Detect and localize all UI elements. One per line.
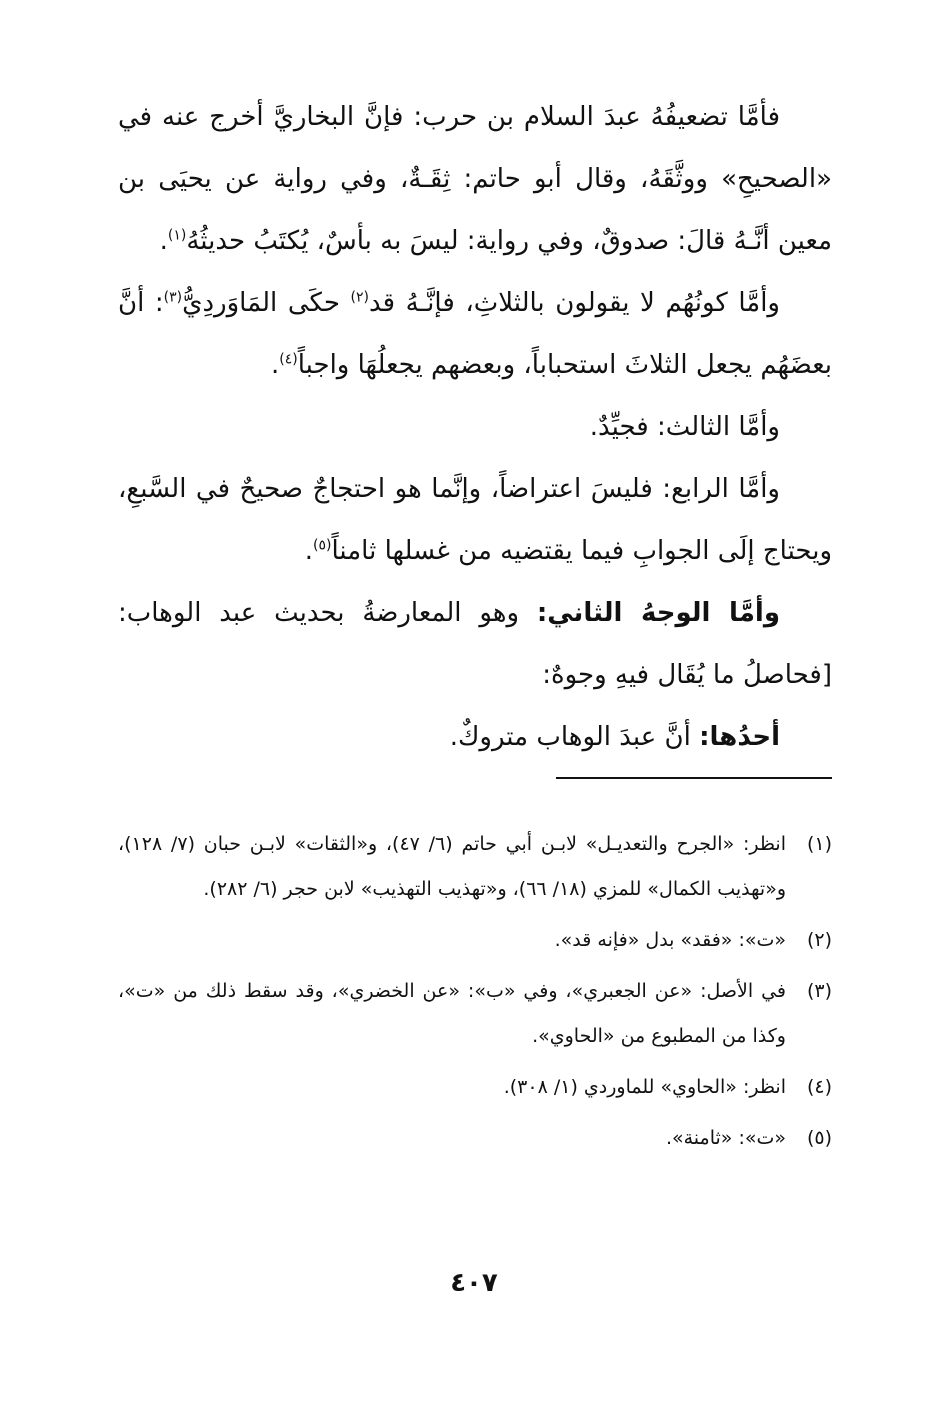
footnote-number: (٥) (806, 1127, 832, 1149)
footnote-text: في الأصل: «عن الجعبري»، وفي «ب»: «عن الخضري»، وقد سقط ذلك من «ت»، وكذا من المطبوع من «الحاوي». (118, 980, 786, 1047)
footnote-number: (٤) (806, 1076, 832, 1098)
paragraph-6 (118, 706, 832, 768)
footnote-3 (118, 969, 832, 1059)
footnote-number: (١) (806, 833, 832, 855)
footnote-ref-5[interactable]: (٥) (313, 537, 332, 554)
footnote-text: انظر: «الحاوي» للماوردي (١/ ٣٠٨). (503, 1076, 786, 1098)
footnote-number: (٣) (806, 980, 832, 1002)
footnote-5 (118, 1116, 832, 1161)
paragraph-4-tail: . (304, 536, 313, 566)
paragraph-3-text: وأمَّا الثالث: فجيِّدٌ. (589, 412, 780, 442)
footnote-ref-3[interactable]: (٣) (163, 289, 183, 306)
footnote-text: انظر: «الجرح والتعديـل» لابـن أبي حاتم (٦/ ٤٧)، و«الثقات» لابـن حبان (٧/ ١٢٨)، و«تهذيب الكمال» للمزي (١٨/ ٦٦)، و«تهذيب التهذيب» لابن حجر (٦/ ٢٨٢). (118, 833, 786, 900)
footnote-text: «ت»: «ثامنة». (665, 1127, 786, 1149)
paragraph-2-tail: . (271, 350, 280, 380)
footnote-number: (٢) (806, 929, 832, 951)
paragraph-3 (118, 396, 832, 458)
paragraph-5-text: وهو المعارضةُ بحديث عبد الوهاب: [فحاصلُ ما يُقَال فيهِ وجوهٌ: (118, 598, 832, 690)
paragraph-4 (118, 458, 832, 582)
footnote-ref-4[interactable]: (٤) (279, 351, 298, 368)
paragraph-2-text-a: وأمَّا كونُهُم لا يقولون بالثلاثِ، فإنَّـهُ قد (368, 288, 780, 318)
paragraph-5-lead: وأمَّا الوجهُ الثاني: (536, 598, 780, 628)
footnote-separator (556, 777, 832, 779)
paragraph-5 (118, 582, 832, 706)
footnote-4 (118, 1065, 832, 1110)
paragraph-6-text: أنَّ عبدَ الوهاب متروكٌ. (449, 722, 700, 752)
paragraph-2-text-b: حكَى المَاوَردِيُّ (182, 288, 351, 318)
footnote-2 (118, 918, 832, 963)
paragraph-1-tail: . (159, 226, 168, 256)
main-text (118, 86, 832, 768)
paragraph-6-lead: أحدُها: (699, 722, 780, 752)
footnote-text: «ت»: «فقد» بدل «فإنه قد». (554, 929, 786, 951)
footnote-ref-1[interactable]: (١) (167, 227, 187, 244)
paragraph-4-text: وأمَّا الرابع: فليسَ اعتراضاً، وإنَّما هو احتجاجٌ صحيحٌ في السَّبعِ، ويحتاج إلَى الجوابِ فيما يقتضيه من غسلها ثامناً (118, 474, 832, 566)
footnotes (118, 822, 832, 1167)
paragraph-2-text-c: : أنَّ بعضَهُم يجعل الثلاثَ استحباباً، وبعضهم يجعلُهَا واجباً (118, 288, 832, 380)
footnote-1 (118, 822, 832, 912)
footnote-ref-2[interactable]: (٢) (350, 289, 369, 306)
page-number: ٤٠٧ (450, 1268, 498, 1298)
paragraph-1-text: فأمَّا تضعيفُهُ عبدَ السلام بن حرب: فإنَّ البخاريَّ أخرج عنه في «الصحيحِ» ووثَّقَهُ، وقال أبو حاتم: ثِقَـةٌ، وفي رواية عن يحيَى بن معين أنَّـهُ قالَ: صدوقٌ، وفي رواية: ليسَ به بأسٌ، يُكتَبُ حديثُهُ (118, 102, 832, 256)
paragraph-1 (118, 86, 832, 272)
paragraph-2 (118, 272, 832, 396)
